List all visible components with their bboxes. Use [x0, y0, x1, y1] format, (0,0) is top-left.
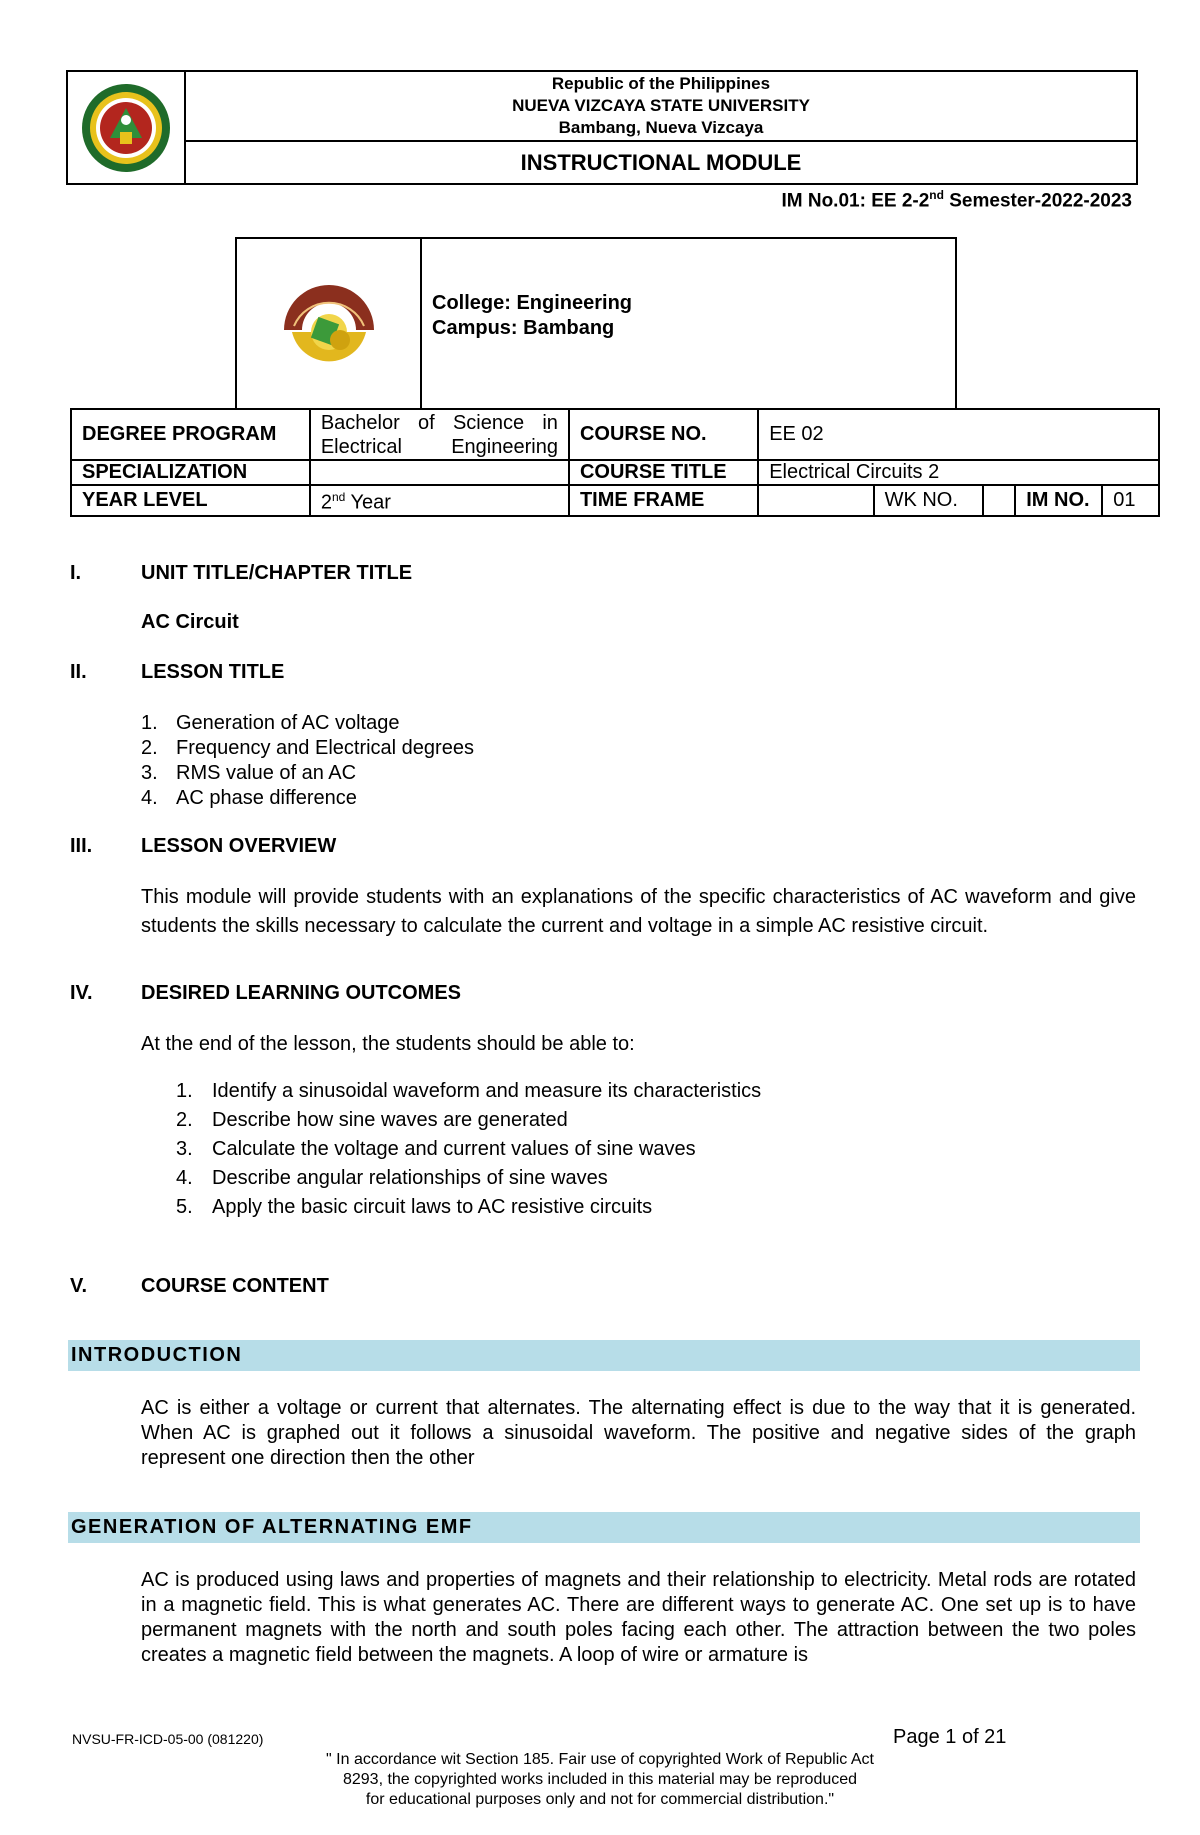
section-4-title: DESIRED LEARNING OUTCOMES [141, 982, 462, 1004]
list-item: 1. Identify a sinusoidal waveform and measure its characteristics [176, 1080, 762, 1102]
list-item: 4. Describe angular relationships of sine waves [176, 1167, 608, 1189]
unit-title-content: AC Circuit [141, 611, 239, 633]
college-logo [237, 239, 422, 410]
course-no-label: COURSE NO. [569, 409, 758, 460]
section-1-number: I. [70, 562, 82, 584]
list-item: 5. Apply the basic circuit laws to AC resistive circuits [176, 1196, 653, 1218]
section-3-title: LESSON OVERVIEW [141, 835, 337, 857]
list-item: 3. RMS value of an AC [141, 762, 357, 784]
list-item: 4. AC phase difference [141, 787, 357, 809]
course-title-value: Electrical Circuits 2 [758, 460, 1159, 485]
section-1-title: UNIT TITLE/CHAPTER TITLE [141, 562, 413, 584]
time-frame-value [758, 485, 873, 516]
engineering-logo-icon [264, 270, 394, 380]
list-item: 3. Calculate the voltage and current values of sine waves [176, 1138, 696, 1160]
specialization-value [310, 460, 569, 485]
header-location: Bambang, Nueva Vizcaya [558, 118, 764, 137]
degree-program-label: DEGREE PROGRAM [71, 409, 310, 460]
list-item: 1. Generation of AC voltage [141, 712, 400, 734]
lesson-overview-text: This module will provide students with an explanations of the specific characteristics of AC waveform and give students the skills necessary to calculate the current and voltage in a simple AC resistive circuit. [141, 886, 1136, 937]
specialization-label: SPECIALIZATION [71, 460, 310, 485]
header-republic-line: Republic of the Philippines [551, 74, 771, 93]
introduction-text: AC is either a voltage or current that alternates. The alternating effect is due to the way that it is generated. When AC is graphed out it follows a sinusoidal waveform. The positive and negative sides of the graph represent one direction then the other [141, 1397, 1136, 1469]
im-no-label: IM NO. [1015, 485, 1102, 516]
list-item: 2. Frequency and Electrical degrees [141, 737, 474, 759]
course-no-value: EE 02 [758, 409, 1159, 460]
form-code: NVSU-FR-ICD-05-00 (081220) [72, 1731, 264, 1747]
seal-icon [80, 82, 172, 174]
copyright-line-3: for educational purposes only and not for commercial distribution." [365, 1791, 835, 1808]
im-no-value: 01 [1102, 485, 1159, 516]
page-number: Page 1 of 21 [893, 1726, 1007, 1748]
generation-heading: GENERATION OF ALTERNATING EMF [68, 1512, 1140, 1543]
im-number: IM No.01: EE 2-2nd Semester-2022-2023 [781, 188, 1132, 212]
copyright-note [0, 1750, 1200, 1810]
time-frame-label: TIME FRAME [569, 485, 758, 516]
section-4-number: IV. [70, 982, 93, 1004]
wk-no-label: WK NO. [874, 485, 983, 516]
university-header [66, 70, 1138, 185]
wk-no-value [983, 485, 1015, 516]
lesson-title-list [141, 711, 474, 811]
campus-name: Campus: Bambang [432, 317, 615, 339]
introduction-heading: INTRODUCTION [68, 1340, 1140, 1371]
section-2-title: LESSON TITLE [141, 661, 285, 683]
college-name: College: Engineering [432, 292, 633, 314]
outcomes-intro: At the end of the lesson, the students should be able to: [141, 1033, 635, 1055]
generation-text: AC is produced using laws and properties of magnets and their relationship to electricity. Metal rods are rotated in a magnetic field. This is what generates AC. There are different ways to generate AC. One set up is to have permanent magnets with the north and south poles facing each other. The attraction between the two poles creates a magnetic field between the magnets. A loop of wire or armature is [141, 1569, 1136, 1666]
degree-program-value: Bachelor of Science in Electrical Engineering [310, 409, 569, 460]
university-seal-logo [68, 72, 186, 183]
year-level-label: YEAR LEVEL [71, 485, 310, 516]
copyright-line-2: 8293, the copyrighted works included in this material may be reproduced [342, 1771, 858, 1788]
header-university-name: NUEVA VIZCAYA STATE UNIVERSITY [512, 96, 810, 115]
section-5-number: V. [70, 1275, 88, 1297]
course-info-table [70, 408, 1160, 517]
section-3-number: III. [70, 835, 93, 857]
section-5-title: COURSE CONTENT [141, 1275, 329, 1297]
section-2-number: II. [70, 661, 87, 683]
list-item: 2. Describe how sine waves are generated [176, 1109, 568, 1131]
course-title-label: COURSE TITLE [569, 460, 758, 485]
college-box [235, 237, 957, 410]
copyright-line-1: " In accordance wit Section 185. Fair use of copyrighted Work of Republic Act [326, 1751, 874, 1768]
year-level-value: 2nd Year [310, 485, 569, 516]
module-title: INSTRUCTIONAL MODULE [520, 149, 802, 175]
learning-outcomes-list [176, 1077, 761, 1222]
